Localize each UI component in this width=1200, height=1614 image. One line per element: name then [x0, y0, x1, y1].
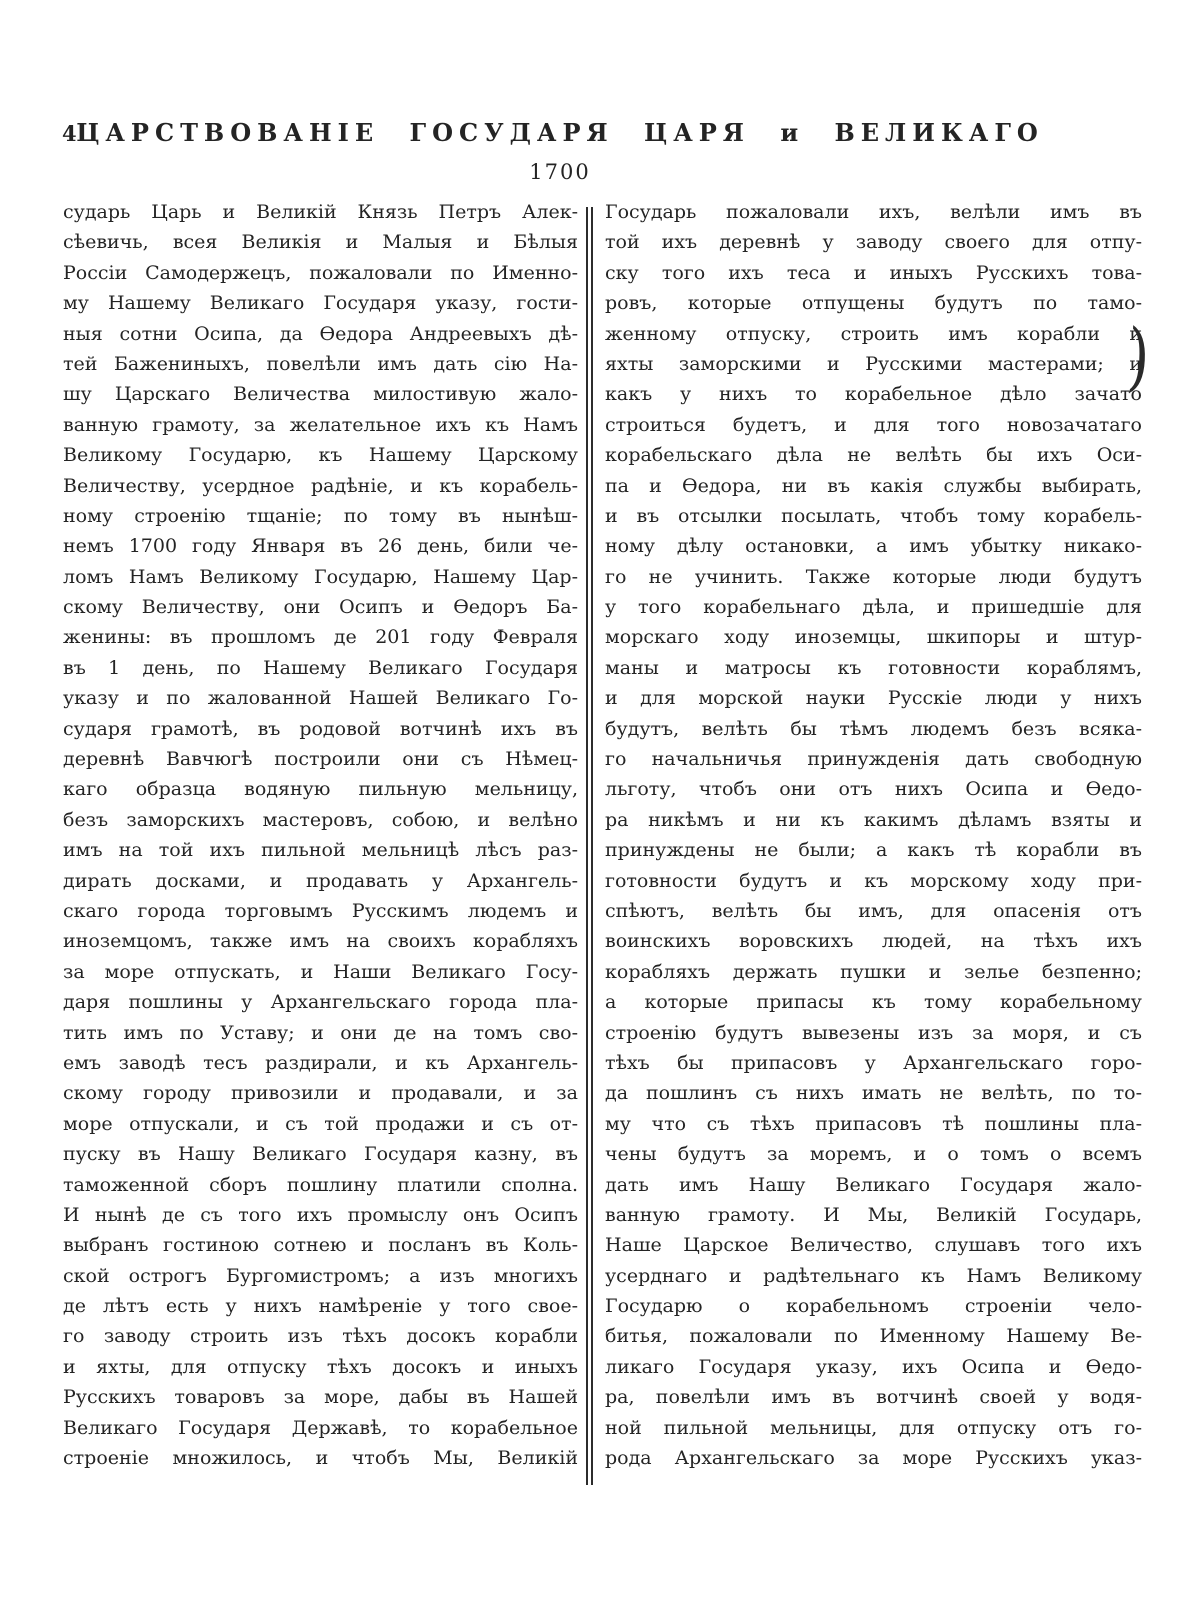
text-line: ра, повелѣли имъ въ вотчинѣ своей у водя- [605, 1386, 1142, 1409]
text-line: шу Царскаго Величества милостивую жало- [63, 383, 578, 406]
text-line: иноземцомъ, также имъ на своихъ корабляхъ [63, 930, 578, 953]
text-line: воинскихъ воровскихъ людей, на тѣхъ ихъ [605, 930, 1142, 953]
text-line: таможенной сборъ пошлину платили сполна. [63, 1173, 578, 1196]
text-line: Россіи Самодержецъ, пожаловали по Именно- [63, 261, 578, 284]
text-line: И нынѣ де съ того ихъ промыслу онъ Осипъ [63, 1203, 578, 1226]
text-line: ныя сотни Осипа, да Ѳедора Андреевыхъ дѣ- [63, 322, 578, 345]
text-line: принуждены не были; а какъ тѣ корабли въ [605, 839, 1142, 862]
text-line: строенію будутъ вывезены изъ за моря, и съ [605, 1021, 1142, 1044]
text-line: ра никѣмъ и ни къ какимъ дѣламъ взяты и [605, 808, 1142, 831]
text-line: строиться будетъ, и для того новозачатаго [605, 413, 1142, 436]
text-line: какъ у нихъ то корабельное дѣло зачато [605, 383, 1142, 406]
text-line: немъ 1700 году Января въ 26 день, били че- [63, 535, 578, 558]
text-line: го не учинить. Также которые люди будутъ [605, 565, 1142, 588]
column-divider-rule [586, 207, 593, 1485]
text-line: ной пильной мельницы, для отпуску отъ го- [605, 1416, 1142, 1439]
text-line: ному дѣлу остановки, а имъ убытку никако- [605, 535, 1142, 558]
text-line: дать имъ Нашу Великаго Государя жало- [605, 1173, 1142, 1196]
text-line: ску того ихъ теса и иныхъ Русскихъ това- [605, 261, 1142, 284]
text-line: рода Архангельскаго за море Русскихъ указ- [605, 1447, 1142, 1470]
text-line: да пошлинъ съ нихъ имать не велѣть, по то- [605, 1082, 1142, 1105]
text-line: па и Ѳедора, ни въ какія службы выбирать, [605, 474, 1142, 497]
text-line: деревнѣ Вавчюгѣ построили они съ Нѣмец- [63, 748, 578, 771]
text-line: сударь Царь и Великій Князь Петръ Алек- [63, 201, 578, 223]
text-line: тѣхъ бы припасовъ у Архангельскаго горо- [605, 1051, 1142, 1074]
text-line: ломъ Намъ Великому Государю, Нашему Цар- [63, 565, 578, 588]
text-line: морскаго ходу иноземцы, шкипоры и штур- [605, 626, 1142, 649]
text-line: му Нашему Великаго Государя указу, гости- [63, 292, 578, 315]
text-line: за море отпускать, и Наши Великаго Госу- [63, 960, 578, 983]
text-line: и въ отсылки посылать, чтобъ тому корабель- [605, 504, 1142, 527]
text-line: ской острогъ Бургомистромъ; а изъ многихъ [63, 1264, 578, 1287]
text-line: готовности будутъ и къ морскому ходу при- [605, 869, 1142, 892]
left-column [63, 197, 578, 1473]
text-line: Государю о корабельномъ строеніи чело- [605, 1295, 1142, 1318]
page-title: ЦАРСТВОВАНІЕ ГОСУДАРЯ ЦАРЯ и ВЕЛИКАГО [76, 118, 1044, 147]
text-line: тить имъ по Уставу; и они де на томъ сво- [63, 1021, 578, 1044]
text-line: ванную грамоту, за желательное ихъ къ Намъ [63, 413, 578, 436]
text-line: яхты заморскими и Русскими мастерами; и [605, 352, 1142, 375]
text-line: скому Величеству, они Осипъ и Ѳедоръ Ба- [63, 596, 578, 619]
text-line: женному отпуску, строить имъ корабли и [605, 322, 1142, 345]
text-line: сударя грамотѣ, въ родовой вотчинѣ ихъ въ [63, 717, 578, 740]
text-line: ликаго Государя указу, ихъ Осипа и Ѳедо- [605, 1355, 1142, 1378]
text-line: строеніе множилось, и чтобъ Мы, Великій [63, 1447, 578, 1470]
text-line: битья, пожаловали по Именному Нашему Ве- [605, 1325, 1142, 1348]
text-line: указу и по жалованной Нашей Великаго Го- [63, 687, 578, 710]
margin-scan-artifact: ) [1125, 313, 1152, 401]
text-line: будутъ, велѣть бы тѣмъ людемъ безъ всяка- [605, 717, 1142, 740]
text-line: емъ заводѣ тесъ раздирали, и къ Архангель- [63, 1051, 578, 1074]
page-number: 4 [62, 121, 77, 146]
right-column [605, 197, 1142, 1473]
text-line: пуску въ Нашу Великаго Государя казну, въ [63, 1143, 578, 1166]
text-line: льготу, чтобъ они отъ нихъ Осипа и Ѳедо- [605, 778, 1142, 801]
text-line: даря пошлины у Архангельскаго города пла- [63, 991, 578, 1014]
text-line: го начальничья принужденія дать свободную [605, 748, 1142, 771]
text-line: скаго города торговымъ Русскимъ людемъ и [63, 899, 578, 922]
text-line: женины: въ прошломъ де 201 году Февраля [63, 626, 578, 649]
text-area [63, 197, 1142, 1485]
text-line: маны и матросы къ готовности кораблямъ, [605, 656, 1142, 679]
text-line: тей Бажениныхъ, повелѣли имъ дать сію На- [63, 352, 578, 375]
text-line: дирать досками, и продавать у Архангель- [63, 869, 578, 892]
text-line: Великому Государю, къ Нашему Царскому [63, 444, 578, 467]
text-line: въ 1 день, по Нашему Великаго Государя [63, 656, 578, 679]
text-line: Величеству, усердное радѣніе, и къ корабель- [63, 474, 578, 497]
text-line: ванную грамоту. И Мы, Великій Государь, [605, 1203, 1142, 1226]
text-line: Наше Царское Величество, слушавъ того ихъ [605, 1234, 1142, 1257]
text-line: сѣевичь, всея Великія и Малыя и Бѣлыя [63, 231, 578, 254]
text-line: спѣютъ, велѣть бы имъ, для опасенія отъ [605, 899, 1142, 922]
text-line: го заводу строить изъ тѣхъ досокъ корабли [63, 1325, 578, 1348]
text-line: безъ заморскихъ мастеровъ, собою, и велѣно [63, 808, 578, 831]
text-line: де лѣтъ есть у нихъ намѣреніе у того свое- [63, 1295, 578, 1318]
text-line: ному строенію тщаніе; по тому въ нынѣш- [63, 504, 578, 527]
text-line: чены будутъ за моремъ, и о томъ о всемъ [605, 1143, 1142, 1166]
text-line: Государь пожаловали ихъ, велѣли имъ въ [605, 201, 1142, 223]
text-line: скому городу привозили и продавали, и за [63, 1082, 578, 1105]
text-line: усерднаго и радѣтельнаго къ Намъ Великому [605, 1264, 1142, 1287]
text-line: корабельскаго дѣла не велѣть бы ихъ Оси- [605, 444, 1142, 467]
text-line: ровъ, которые отпущены будутъ по тамо- [605, 292, 1142, 315]
text-line: каго образца водяную пильную мельницу, [63, 778, 578, 801]
text-line: Великаго Государя Державѣ, то корабельное [63, 1416, 578, 1439]
text-line: у того корабельнаго дѣла, и пришедшіе для [605, 596, 1142, 619]
text-line: выбранъ гостиною сотнею и посланъ въ Коль- [63, 1234, 578, 1257]
text-line: той ихъ деревнѣ у заводу своего для отпу- [605, 231, 1142, 254]
text-line: му что съ тѣхъ припасовъ тѣ пошлины пла- [605, 1112, 1142, 1135]
text-line: и яхты, для отпуску тѣхъ досокъ и иныхъ [63, 1355, 578, 1378]
text-line: море отпускали, и съ той продажи и съ от- [63, 1112, 578, 1135]
text-line: и для морской науки Русскіе люди у нихъ [605, 687, 1142, 710]
text-line: Русскихъ товаровъ за море, дабы въ Нашей [63, 1386, 578, 1409]
year-heading: 1700 [529, 160, 591, 184]
text-line: а которые припасы къ тому корабельному [605, 991, 1142, 1014]
text-line: имъ на той ихъ пильной мельницѣ лѣсъ раз- [63, 839, 578, 862]
text-line: корабляхъ держать пушки и зелье безпенно; [605, 960, 1142, 983]
